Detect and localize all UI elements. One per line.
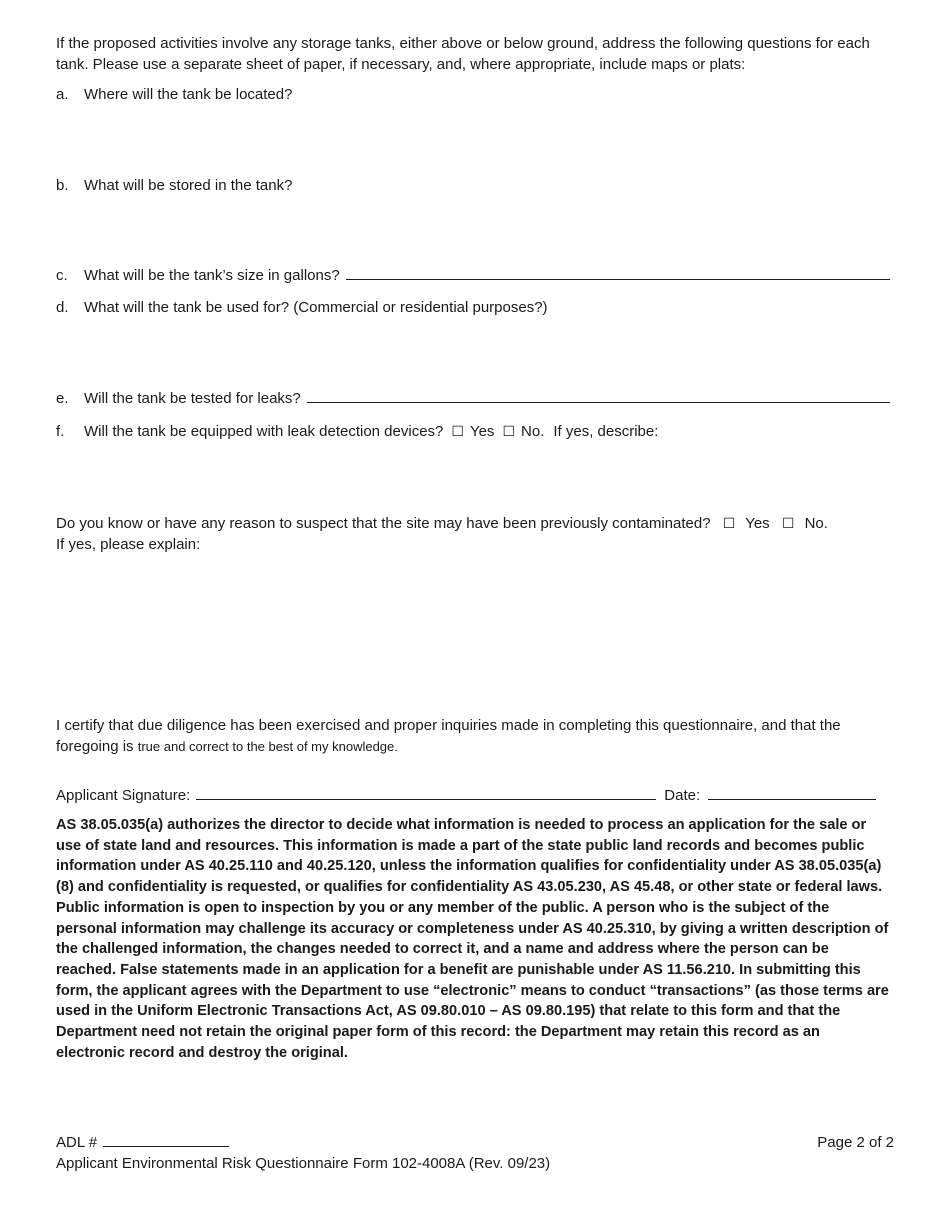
contamination-no-checkbox[interactable]: ☐ — [781, 516, 795, 532]
form-name: Applicant Environmental Risk Questionnaire Form 102-4008A (Rev. 09/23) — [56, 1155, 551, 1172]
signature-label: Applicant Signature: — [56, 787, 191, 804]
signature-row — [56, 785, 886, 806]
date-label: Date: — [664, 787, 701, 804]
leak-detection-no-label: No. — [521, 423, 545, 440]
question-text: Where will the tank be located? — [84, 86, 293, 103]
question-text: Will the tank be tested for leaks? — [84, 390, 301, 407]
question-text: What will the tank be used for? (Commercial or residential purposes?) — [84, 299, 548, 316]
contamination-question — [56, 513, 896, 535]
question-label: d. — [56, 299, 69, 316]
leak-detection-no-checkbox[interactable]: ☐ — [502, 424, 515, 440]
contamination-explain: If yes, please explain: — [56, 536, 201, 553]
leak-detection-yes-checkbox[interactable]: ☐ — [451, 424, 464, 440]
question-c — [56, 265, 890, 286]
question-b — [56, 175, 896, 196]
adl-number-row — [56, 1132, 896, 1153]
question-d — [56, 297, 896, 318]
question-label: f. — [56, 423, 65, 440]
question-f — [56, 421, 896, 443]
signature-field[interactable] — [196, 785, 656, 800]
question-label: e. — [56, 390, 69, 407]
contamination-no-label: No. — [804, 515, 828, 532]
question-text: What will be stored in the tank? — [84, 177, 293, 194]
question-label: a. — [56, 86, 69, 103]
adl-number-field[interactable] — [103, 1132, 229, 1147]
contamination-text: Do you know or have any reason to suspect that the site may have been previously contaminated? — [56, 515, 711, 532]
adl-label: ADL # — [56, 1134, 98, 1151]
page-number: Page 2 of 2 — [817, 1134, 894, 1151]
question-label: b. — [56, 177, 69, 194]
leak-detection-yes-label: Yes — [469, 423, 495, 440]
question-a — [56, 84, 896, 105]
question-label: c. — [56, 267, 68, 284]
intro-paragraph: If the proposed activities involve any storage tanks, either above or below ground, address the following questions for each tank. Please use a separate sheet of paper, if necessary, and, where appropriate, include maps or plats: — [56, 35, 870, 73]
contamination-yes-label: Yes — [745, 515, 770, 532]
date-field[interactable] — [708, 785, 876, 800]
leak-detection-describe: If yes, describe: — [553, 423, 659, 440]
certification-statement — [56, 715, 896, 757]
certification-text: I certify that due diligence has been exercised and proper inquiries made in completing this questionnaire, and that the foregoing is — [56, 717, 841, 755]
contamination-yes-checkbox[interactable]: ☐ — [722, 516, 736, 532]
tank-size-field[interactable] — [346, 265, 890, 280]
leak-test-field[interactable] — [307, 388, 890, 403]
legal-notice: AS 38.05.035(a) authorizes the director to decide what information is needed to process an application for the sale or use of state land and resources. This information is made a part of the state public land records and becomes public information under AS 40.25.110 and 40.25.120, unless the information qualifies for confidentiality under AS 38.05.035(a)(8) and confidentiality is requested, or qualifies for confidentiality AS 43.05.230, AS 45.48, or other state or federal laws. Public information is open to inspection by you or any member of the public. A person who is the subject of the personal information may challenge its accuracy or completeness under AS 40.25.310, by giving a written description of the challenged information, the changes needed to correct it, and a name and address where the person can be reached. False statements made in an application for a benefit are punishable under AS 11.56.210. In submitting this form, the applicant agrees with the Department to use “electronic” means to conduct “transactions” (as those terms are used in the Uniform Electronic Transactions Act, AS 09.80.010 – AS 09.80.195) that relate to this form and that the Department need not retain the original paper form of this record: the Department may retain this record as an electronic record and destroy the original. — [56, 817, 889, 1061]
certification-text-small: true and correct to the best of my knowledge. — [137, 739, 398, 754]
question-text: Will the tank be equipped with leak detection devices? — [84, 423, 444, 440]
question-text: What will be the tank’s size in gallons? — [84, 267, 340, 284]
question-e — [56, 388, 890, 409]
